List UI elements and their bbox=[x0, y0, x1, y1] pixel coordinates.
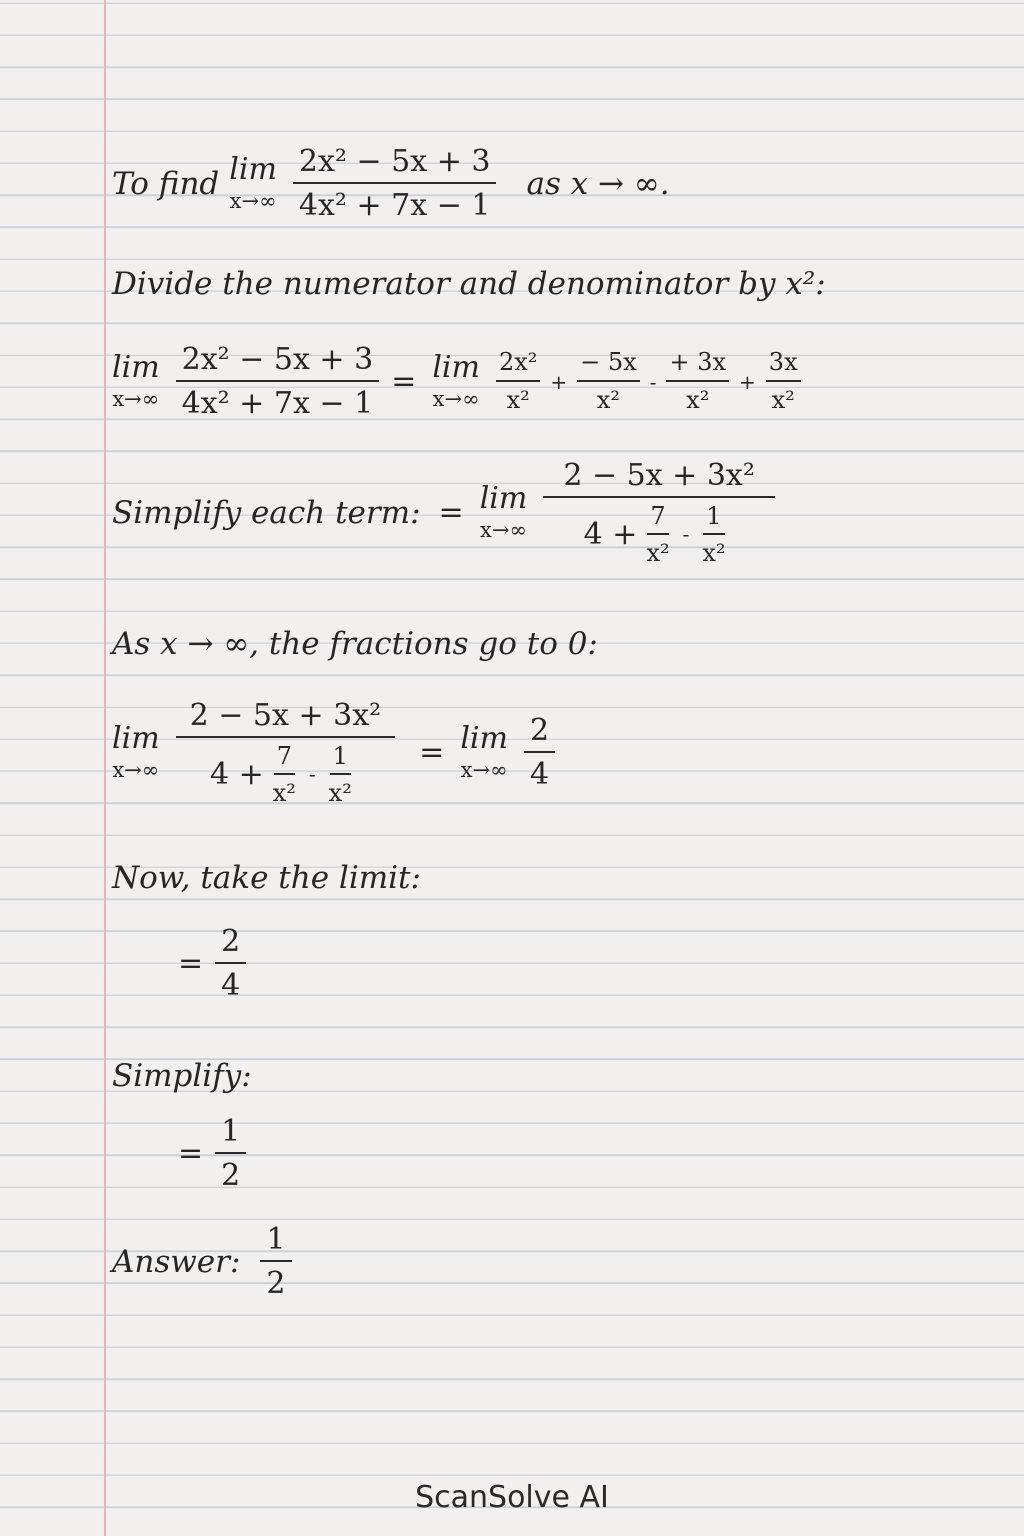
equals-sign: = bbox=[438, 495, 464, 531]
plus-sign: + bbox=[739, 369, 756, 394]
fraction-numerator: 2 bbox=[215, 926, 246, 964]
problem-fraction bbox=[293, 146, 497, 221]
limit-label: lim bbox=[112, 350, 160, 385]
step2-equation bbox=[112, 460, 781, 566]
inner-fraction-2 bbox=[699, 501, 728, 567]
fraction-denominator: 4x² + 7x − 1 bbox=[181, 385, 374, 421]
fraction-denominator: x² bbox=[646, 538, 670, 567]
answer-fraction bbox=[260, 1224, 291, 1299]
fraction-numerator: 1 bbox=[703, 504, 724, 535]
step4-equation bbox=[172, 926, 252, 1001]
fraction-numerator: 3x bbox=[766, 350, 801, 381]
step3-fraction bbox=[176, 700, 396, 806]
minus-sign: - bbox=[308, 762, 316, 787]
step5-fraction bbox=[215, 1116, 246, 1191]
limit-subscript: x→∞ bbox=[432, 387, 480, 411]
denominator-constant: 4 + bbox=[583, 516, 638, 552]
step3-limit bbox=[112, 721, 160, 783]
fraction-numerator: − 5x bbox=[577, 350, 640, 381]
plus-sign: + bbox=[550, 369, 568, 394]
fraction-denominator bbox=[204, 738, 367, 806]
limit-subscript: x→∞ bbox=[229, 189, 277, 213]
inner-fraction-1 bbox=[270, 741, 299, 807]
step1-right-limit bbox=[432, 350, 480, 411]
fraction-numerator: 1 bbox=[330, 744, 351, 775]
limit-operator bbox=[229, 152, 277, 213]
fraction-denominator bbox=[578, 498, 741, 566]
inner-fraction-2 bbox=[326, 741, 355, 807]
minus-sign: - bbox=[682, 522, 690, 547]
fraction-numerator: 2x² bbox=[496, 350, 540, 381]
fraction-numerator: 1 bbox=[260, 1224, 291, 1262]
footer-brand: ScanSolve AI bbox=[415, 1480, 609, 1515]
answer-line bbox=[112, 1224, 298, 1299]
problem-prefix: To find bbox=[112, 165, 220, 202]
step3-right-limit bbox=[460, 721, 508, 783]
problem-suffix: as x → ∞. bbox=[526, 165, 670, 202]
limit-subscript: x→∞ bbox=[460, 758, 508, 783]
step4-text: Now, take the limit: bbox=[112, 860, 421, 896]
fraction-denominator: 2 bbox=[266, 1265, 286, 1301]
term-1-fraction bbox=[496, 350, 540, 412]
fraction-numerator: 2 bbox=[524, 715, 555, 753]
step1-text: Divide the numerator and denominator by x²: bbox=[112, 266, 826, 302]
fraction-numerator: 7 bbox=[274, 744, 295, 775]
step1-left-fraction bbox=[176, 344, 380, 419]
step5-text: Simplify: bbox=[112, 1058, 252, 1094]
fraction-denominator: x² bbox=[771, 385, 795, 414]
term-2-fraction bbox=[577, 350, 640, 412]
fraction-denominator: 2 bbox=[221, 1157, 241, 1193]
fraction-denominator: x² bbox=[506, 385, 530, 414]
problem-line bbox=[112, 146, 670, 221]
limit-label: lim bbox=[112, 721, 160, 757]
step3-equation bbox=[112, 700, 561, 806]
fraction-denominator: x² bbox=[686, 385, 710, 414]
equals-sign: = bbox=[391, 364, 417, 399]
step3-result-fraction bbox=[524, 715, 555, 790]
term-3-fraction bbox=[666, 350, 729, 412]
limit-subscript: x→∞ bbox=[480, 518, 527, 543]
minus-sign: - bbox=[649, 369, 657, 394]
equals-sign: = bbox=[178, 946, 204, 981]
problem-numerator: 2x² − 5x + 3 bbox=[293, 146, 497, 184]
step5-equation bbox=[172, 1116, 252, 1191]
problem-denominator: 4x² + 7x − 1 bbox=[298, 187, 491, 223]
equals-sign: = bbox=[178, 1136, 204, 1171]
step1-limit bbox=[112, 350, 160, 411]
limit-label: lim bbox=[479, 481, 528, 517]
limit-label: lim bbox=[460, 721, 508, 757]
step1-equation bbox=[112, 344, 807, 419]
fraction-denominator: x² bbox=[328, 778, 352, 807]
limit-subscript: x→∞ bbox=[112, 387, 160, 411]
inner-fraction-1 bbox=[643, 501, 672, 567]
fraction-numerator: 2 − 5x + 3x² bbox=[176, 700, 396, 738]
fraction-denominator: 4 bbox=[529, 756, 550, 792]
fraction-denominator: x² bbox=[596, 385, 621, 414]
step4-fraction bbox=[215, 926, 246, 1001]
fraction-denominator: x² bbox=[272, 778, 296, 807]
step2-fraction bbox=[543, 460, 775, 566]
denominator-constant: 4 + bbox=[209, 756, 264, 792]
step3-text: As x → ∞, the fractions go to 0: bbox=[112, 626, 598, 662]
term-4-fraction bbox=[766, 350, 801, 412]
limit-label: lim bbox=[229, 152, 277, 187]
equals-sign: = bbox=[419, 735, 445, 771]
fraction-denominator: 4 bbox=[221, 967, 241, 1003]
step2-label: Simplify each term: bbox=[112, 494, 421, 531]
fraction-numerator: 2 − 5x + 3x² bbox=[543, 460, 775, 498]
answer-label: Answer: bbox=[112, 1243, 241, 1280]
step2-limit bbox=[479, 481, 528, 543]
limit-subscript: x→∞ bbox=[112, 758, 160, 783]
fraction-numerator: 7 bbox=[647, 504, 668, 535]
limit-label: lim bbox=[432, 350, 480, 385]
fraction-numerator: 2x² − 5x + 3 bbox=[176, 344, 380, 382]
fraction-numerator: 1 bbox=[215, 1116, 246, 1154]
fraction-numerator: + 3x bbox=[666, 350, 729, 381]
fraction-denominator: x² bbox=[702, 538, 726, 567]
